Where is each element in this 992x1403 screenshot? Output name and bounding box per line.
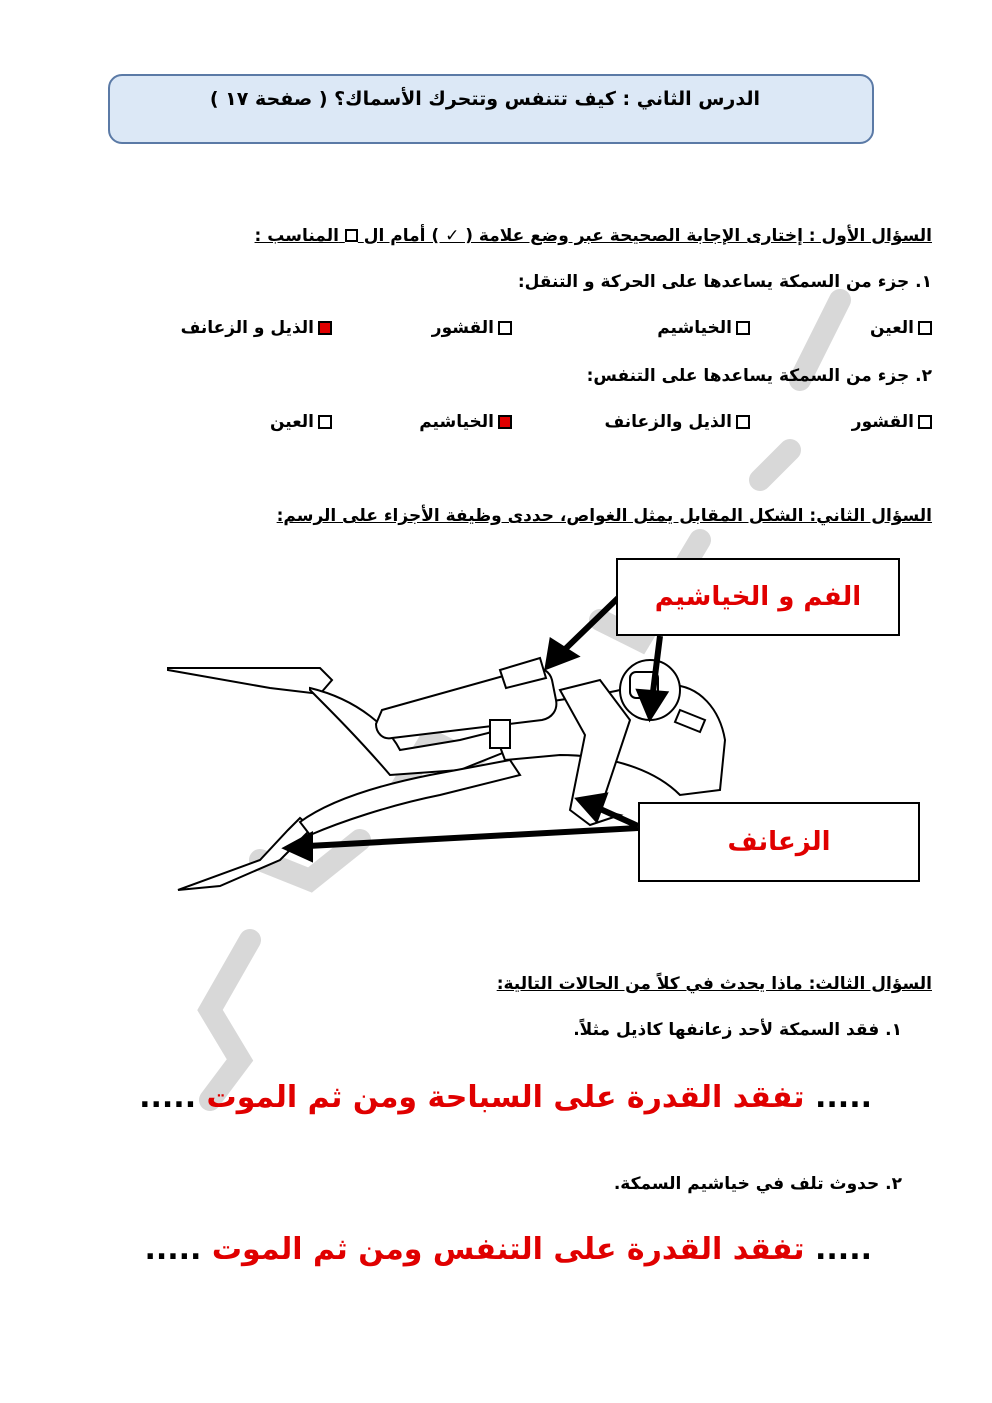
- lower-fin-shape: [178, 818, 312, 890]
- answer-text: تفقد القدرة على السباحة ومن ثم الموت: [206, 1080, 805, 1115]
- checkbox-checked[interactable]: [498, 415, 512, 429]
- q1-item-1-option-1[interactable]: العين: [870, 318, 932, 338]
- checkbox[interactable]: [918, 415, 932, 429]
- q1-item-2-option-1[interactable]: القشور: [852, 412, 932, 432]
- q1-item-1-option-2[interactable]: الخياشيم: [657, 318, 750, 338]
- q1-item-1-text: ١. جزء من السمكة يساعدها على الحركة و التنقل:: [517, 272, 932, 292]
- q1-item-2-option-2[interactable]: الذيل والزعانف: [605, 412, 750, 432]
- checkbox-checked[interactable]: [318, 321, 332, 335]
- q1-item-1-option-4[interactable]: الذيل و الزعانف: [181, 318, 332, 338]
- checkbox[interactable]: [318, 415, 332, 429]
- belt-shape: [490, 720, 510, 748]
- q1-item-1-option-3[interactable]: القشور: [432, 318, 512, 338]
- checkbox[interactable]: [736, 321, 750, 335]
- arrow-to-tank: [558, 598, 618, 656]
- label-mouth-gills: الفم و الخياشيم: [616, 558, 900, 636]
- checkbox[interactable]: [736, 415, 750, 429]
- empty-checkbox-symbol: [345, 229, 358, 242]
- q1-item-2-text: ٢. جزء من السمكة يساعدها على التنفس:: [586, 366, 932, 386]
- q3-answer-2: ..... تفقد القدرة على التنفس ومن ثم الموت .....: [144, 1232, 872, 1267]
- lesson-title: الدرس الثاني : كيف تتنفس وتتحرك الأسماك؟ ( صفحة ١٧ ): [209, 88, 760, 110]
- question-1-heading: السؤال الأول : إختارى الإجابة الصحيحة عبر وضع علامة ( ✓ ) أمام ال المناسب :: [254, 226, 932, 246]
- question-2-heading: السؤال الثاني: الشكل المقابل يمثل الغواص، حددى وظيفة الأجزاء على الرسم:: [276, 506, 932, 526]
- q1-item-2-option-3[interactable]: الخياشيم: [419, 412, 512, 432]
- checkbox[interactable]: [498, 321, 512, 335]
- question-3-heading: السؤال الثالث: ماذا يحدث في كلاً من الحالات التالية:: [496, 974, 932, 994]
- answer-text: تفقد القدرة على التنفس ومن ثم الموت: [211, 1232, 805, 1267]
- q3-item-1-text: ١. فقد السمكة لأحد زعانفها كاذيل مثلاً.: [573, 1020, 902, 1040]
- q3-item-2-text: ٢. حدوث تلف في خياشيم السمكة.: [613, 1174, 902, 1194]
- q3-answer-1: ..... تفقد القدرة على السباحة ومن ثم الموت .....: [139, 1080, 872, 1115]
- label-fins: الزعانف: [638, 802, 920, 882]
- arrow-to-fin: [308, 828, 638, 846]
- checkbox[interactable]: [918, 321, 932, 335]
- upper-fin-shape: [168, 668, 332, 694]
- q1-item-2-option-4[interactable]: العين: [270, 412, 332, 432]
